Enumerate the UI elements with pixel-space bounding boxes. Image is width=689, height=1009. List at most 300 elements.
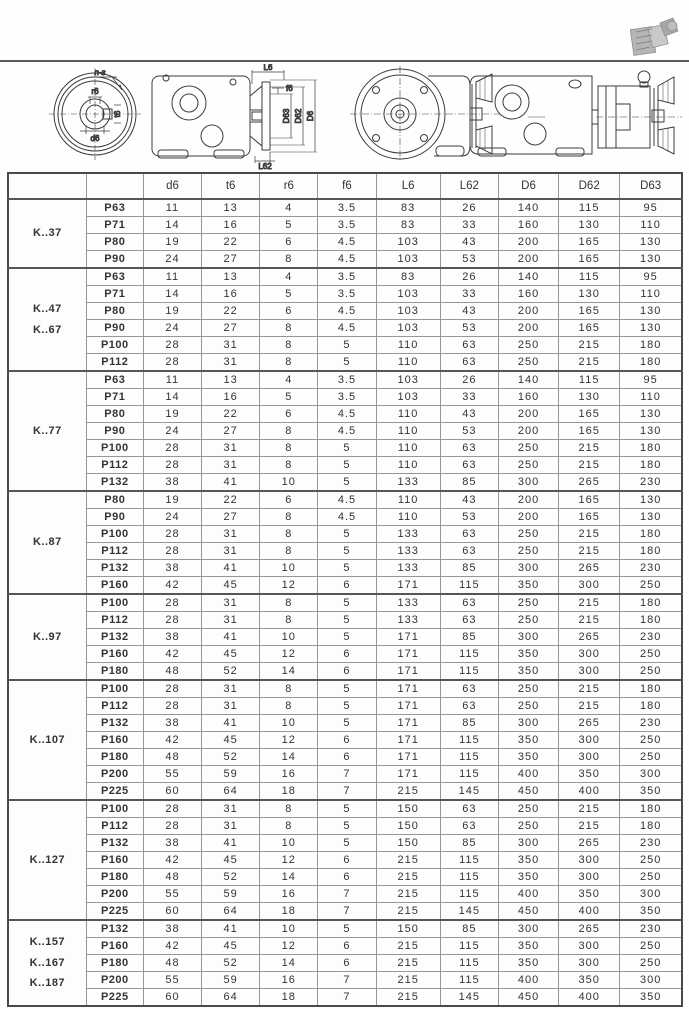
dim-value-cell: 43 (440, 303, 498, 320)
dim-value-cell: 55 (143, 972, 201, 989)
dim-value-cell: 265 (559, 474, 620, 492)
dim-value-cell: 200 (498, 234, 558, 251)
dim-value-cell: 400 (498, 886, 558, 903)
dim-value-cell: 12 (260, 852, 318, 869)
dim-value-cell: 63 (440, 440, 498, 457)
dim-value-cell: 110 (620, 217, 682, 234)
motor-flange-cell: P90 (86, 251, 143, 269)
dim-value-cell: 250 (498, 457, 558, 474)
table-row (8, 903, 682, 921)
dim-value-cell: 180 (620, 543, 682, 560)
dim-value-cell: 48 (143, 955, 201, 972)
dim-value-cell: 6 (318, 938, 376, 955)
dim-value-cell: 63 (440, 680, 498, 698)
dim-value-cell: 180 (620, 612, 682, 629)
dim-value-cell: 215 (559, 526, 620, 543)
dim-value-cell: 33 (440, 286, 498, 303)
dim-value-cell: 8 (260, 526, 318, 543)
dim-value-cell: 4.5 (318, 509, 376, 526)
motor-flange-cell: P80 (86, 491, 143, 509)
dim-value-cell: 350 (498, 577, 558, 595)
dim-value-cell: 5 (318, 543, 376, 560)
dim-value-cell: 24 (143, 423, 201, 440)
dim-value-cell: 130 (620, 320, 682, 337)
dim-value-cell: 60 (143, 989, 201, 1007)
dim-value-cell: 28 (143, 354, 201, 372)
motor-flange-cell: P80 (86, 303, 143, 320)
dim-value-cell: 5 (318, 629, 376, 646)
dim-value-cell: 5 (318, 474, 376, 492)
dim-value-cell: 250 (620, 577, 682, 595)
series-label: K..37 (32, 227, 62, 240)
dim-value-cell: 103 (376, 371, 440, 389)
dim-value-cell: 16 (202, 217, 260, 234)
dim-value-cell: 171 (376, 663, 440, 681)
dim-value-cell: 215 (376, 783, 440, 801)
label-r6: r6 (91, 87, 99, 96)
table-row (8, 680, 682, 698)
dim-value-cell: 171 (376, 749, 440, 766)
dim-value-cell: 8 (260, 423, 318, 440)
dim-value-cell: 230 (620, 715, 682, 732)
dim-value-cell: 103 (376, 234, 440, 251)
dim-value-cell: 115 (440, 732, 498, 749)
motor-flange-cell: P160 (86, 852, 143, 869)
dim-value-cell: 110 (376, 491, 440, 509)
dim-value-cell: 16 (260, 886, 318, 903)
dim-value-cell: 250 (620, 646, 682, 663)
dim-value-cell: 3.5 (318, 389, 376, 406)
dim-value-cell: 16 (202, 389, 260, 406)
dim-value-cell: 400 (498, 972, 558, 989)
motor-flange-cell: P90 (86, 509, 143, 526)
series-label-cell (8, 199, 86, 268)
dim-value-cell: 130 (620, 406, 682, 423)
dim-value-cell: 133 (376, 560, 440, 577)
series-label: K..97 (32, 630, 62, 643)
dim-value-cell: 63 (440, 818, 498, 835)
dim-value-cell: 300 (498, 715, 558, 732)
series-label-cell (8, 268, 86, 371)
table-row (8, 715, 682, 732)
dim-value-cell: 145 (440, 783, 498, 801)
dim-value-cell: 165 (559, 251, 620, 269)
dim-value-cell: 400 (498, 766, 558, 783)
dim-value-cell: 215 (376, 938, 440, 955)
dim-value-cell: 300 (559, 663, 620, 681)
series-label-cell (8, 800, 86, 920)
table-row (8, 732, 682, 749)
dim-value-cell: 115 (440, 938, 498, 955)
table-row (8, 766, 682, 783)
dim-value-cell: 18 (260, 783, 318, 801)
dim-value-cell: 83 (376, 217, 440, 234)
column-header: t6 (202, 173, 260, 199)
dim-value-cell: 230 (620, 560, 682, 577)
dim-value-cell: 4.5 (318, 251, 376, 269)
dim-value-cell: 8 (260, 457, 318, 474)
dim-value-cell: 10 (260, 920, 318, 938)
dim-value-cell: 215 (559, 800, 620, 818)
dim-value-cell: 200 (498, 423, 558, 440)
label-D62: D62 (294, 108, 303, 124)
dim-value-cell: 4.5 (318, 491, 376, 509)
dim-value-cell: 215 (376, 852, 440, 869)
dim-value-cell: 14 (260, 869, 318, 886)
dim-value-cell: 95 (620, 268, 682, 286)
dim-value-cell: 63 (440, 800, 498, 818)
dim-value-cell: 350 (498, 852, 558, 869)
dim-value-cell: 28 (143, 526, 201, 543)
dim-value-cell: 110 (376, 337, 440, 354)
dim-value-cell: 28 (143, 440, 201, 457)
table-row (8, 491, 682, 509)
dim-value-cell: 5 (318, 354, 376, 372)
dim-value-cell: 64 (202, 989, 260, 1007)
dim-value-cell: 250 (620, 869, 682, 886)
dim-value-cell: 130 (620, 303, 682, 320)
dim-value-cell: 133 (376, 543, 440, 560)
dim-value-cell: 115 (440, 869, 498, 886)
dim-value-cell: 180 (620, 800, 682, 818)
dim-value-cell: 250 (498, 526, 558, 543)
label-D6: D6 (306, 110, 315, 122)
dim-value-cell: 6 (318, 852, 376, 869)
table-header (8, 173, 682, 199)
dim-value-cell: 6 (318, 749, 376, 766)
dim-value-cell: 12 (260, 646, 318, 663)
dim-value-cell: 6 (318, 646, 376, 663)
dim-value-cell: 5 (318, 440, 376, 457)
motor-flange-cell: P200 (86, 972, 143, 989)
dim-value-cell: 83 (376, 268, 440, 286)
dim-value-cell: 43 (440, 406, 498, 423)
table-row (8, 457, 682, 474)
label-d6: d6 (90, 134, 100, 143)
dim-value-cell: 33 (440, 389, 498, 406)
dim-value-cell: 41 (202, 835, 260, 852)
dim-value-cell: 350 (498, 749, 558, 766)
dim-value-cell: 250 (620, 955, 682, 972)
dim-value-cell: 38 (143, 920, 201, 938)
dim-value-cell: 24 (143, 251, 201, 269)
dim-value-cell: 115 (440, 766, 498, 783)
dim-value-cell: 43 (440, 491, 498, 509)
dim-value-cell: 103 (376, 389, 440, 406)
dim-value-cell: 52 (202, 955, 260, 972)
dim-value-cell: 7 (318, 903, 376, 921)
dim-value-cell: 130 (559, 217, 620, 234)
dim-value-cell: 115 (440, 646, 498, 663)
dim-value-cell: 41 (202, 560, 260, 577)
dim-value-cell: 350 (559, 766, 620, 783)
motor-flange-cell: P71 (86, 217, 143, 234)
dim-value-cell: 8 (260, 680, 318, 698)
motor-flange-cell: P100 (86, 800, 143, 818)
dim-value-cell: 10 (260, 474, 318, 492)
dim-value-cell: 38 (143, 474, 201, 492)
table-row (8, 629, 682, 646)
dim-value-cell: 6 (318, 732, 376, 749)
motor-flange-cell: P160 (86, 646, 143, 663)
motor-flange-cell: P132 (86, 629, 143, 646)
dim-value-cell: 8 (260, 612, 318, 629)
dim-value-cell: 52 (202, 749, 260, 766)
dim-value-cell: 31 (202, 698, 260, 715)
dim-value-cell: 27 (202, 320, 260, 337)
motor-flange-cell: P80 (86, 234, 143, 251)
dim-value-cell: 3.5 (318, 286, 376, 303)
motor-flange-cell: P180 (86, 749, 143, 766)
dim-value-cell: 180 (620, 818, 682, 835)
table-row (8, 972, 682, 989)
dim-value-cell: 215 (376, 955, 440, 972)
dim-value-cell: 5 (318, 715, 376, 732)
motor-flange-cell: P132 (86, 920, 143, 938)
dim-value-cell: 110 (620, 389, 682, 406)
dim-value-cell: 42 (143, 732, 201, 749)
dim-value-cell: 103 (376, 303, 440, 320)
dim-value-cell: 42 (143, 577, 201, 595)
motor-flange-cell: P160 (86, 938, 143, 955)
dim-value-cell: 300 (620, 972, 682, 989)
dim-value-cell: 28 (143, 543, 201, 560)
dim-value-cell: 160 (498, 286, 558, 303)
dim-value-cell: 41 (202, 629, 260, 646)
dim-value-cell: 10 (260, 715, 318, 732)
dim-value-cell: 52 (202, 663, 260, 681)
dim-value-cell: 350 (620, 783, 682, 801)
dim-value-cell: 4.5 (318, 303, 376, 320)
table-row (8, 217, 682, 234)
dim-value-cell: 4.5 (318, 320, 376, 337)
table-row (8, 646, 682, 663)
motor-flange-cell: P180 (86, 663, 143, 681)
column-header: L62 (440, 173, 498, 199)
series-label-cell (8, 680, 86, 800)
series-label-cell (8, 920, 86, 1006)
dim-value-cell: 5 (318, 594, 376, 612)
dim-value-cell: 31 (202, 818, 260, 835)
motor-flange-cell: P132 (86, 715, 143, 732)
dim-value-cell: 215 (559, 680, 620, 698)
dim-value-cell: 250 (498, 440, 558, 457)
motor-flange-cell: P132 (86, 835, 143, 852)
dim-value-cell: 59 (202, 886, 260, 903)
table-row (8, 612, 682, 629)
motor-flange-cell: P225 (86, 903, 143, 921)
dim-value-cell: 350 (498, 663, 558, 681)
dim-value-cell: 8 (260, 800, 318, 818)
dim-value-cell: 180 (620, 457, 682, 474)
header-divider-line (0, 60, 689, 62)
dim-value-cell: 28 (143, 612, 201, 629)
dim-value-cell: 53 (440, 320, 498, 337)
dim-value-cell: 130 (620, 251, 682, 269)
dim-value-cell: 300 (559, 732, 620, 749)
table-row (8, 389, 682, 406)
motor-flange-cell: P112 (86, 698, 143, 715)
dim-value-cell: 3.5 (318, 268, 376, 286)
dim-value-cell: 215 (376, 903, 440, 921)
dim-value-cell: 31 (202, 440, 260, 457)
dim-value-cell: 250 (498, 698, 558, 715)
dim-value-cell: 250 (620, 732, 682, 749)
series-label: K..87 (32, 536, 62, 549)
dim-value-cell: 38 (143, 560, 201, 577)
series-label: K..77 (32, 424, 62, 437)
dim-value-cell: 265 (559, 715, 620, 732)
dim-value-cell: 48 (143, 869, 201, 886)
dim-value-cell: 4.5 (318, 234, 376, 251)
table-row (8, 474, 682, 492)
dim-value-cell: 28 (143, 337, 201, 354)
dim-value-cell: 42 (143, 646, 201, 663)
column-header: D63 (620, 173, 682, 199)
dim-value-cell: 250 (498, 680, 558, 698)
table-row (8, 886, 682, 903)
motor-flange-cell: P100 (86, 594, 143, 612)
dim-value-cell: 31 (202, 354, 260, 372)
dim-value-cell: 200 (498, 491, 558, 509)
dim-value-cell: 165 (559, 491, 620, 509)
table-row (8, 989, 682, 1007)
dim-value-cell: 7 (318, 972, 376, 989)
dim-value-cell: 63 (440, 337, 498, 354)
motor-flange-cell: P112 (86, 354, 143, 372)
dim-value-cell: 4.5 (318, 423, 376, 440)
dim-value-cell: 8 (260, 354, 318, 372)
motor-flange-cell: P80 (86, 406, 143, 423)
dim-value-cell: 41 (202, 920, 260, 938)
dim-value-cell: 31 (202, 543, 260, 560)
dim-value-cell: 200 (498, 509, 558, 526)
dim-value-cell: 5 (318, 835, 376, 852)
motor-flange-cell: P180 (86, 869, 143, 886)
dim-value-cell: 171 (376, 766, 440, 783)
dim-value-cell: 31 (202, 457, 260, 474)
dim-value-cell: 63 (440, 698, 498, 715)
dim-value-cell: 200 (498, 303, 558, 320)
dim-value-cell: 130 (559, 389, 620, 406)
table-row (8, 337, 682, 354)
dim-value-cell: 250 (498, 594, 558, 612)
dim-value-cell: 14 (143, 389, 201, 406)
dim-value-cell: 3.5 (318, 371, 376, 389)
table-row (8, 577, 682, 595)
label-f6: f6 (286, 84, 293, 93)
dim-value-cell: 215 (376, 989, 440, 1007)
dim-value-cell: 165 (559, 234, 620, 251)
dim-value-cell: 300 (498, 629, 558, 646)
dim-value-cell: 110 (376, 440, 440, 457)
dim-value-cell: 27 (202, 509, 260, 526)
dim-value-cell: 115 (440, 852, 498, 869)
label-t6: t6 (113, 110, 122, 118)
dim-value-cell: 140 (498, 268, 558, 286)
dim-value-cell: 230 (620, 629, 682, 646)
dim-value-cell: 31 (202, 337, 260, 354)
dim-value-cell: 171 (376, 646, 440, 663)
motor-flange-cell: P132 (86, 560, 143, 577)
dim-value-cell: 28 (143, 680, 201, 698)
dim-value-cell: 42 (143, 852, 201, 869)
dim-value-cell: 14 (143, 286, 201, 303)
dim-value-cell: 8 (260, 251, 318, 269)
dim-value-cell: 14 (143, 217, 201, 234)
dim-value-cell: 18 (260, 989, 318, 1007)
dim-value-cell: 22 (202, 303, 260, 320)
dim-value-cell: 19 (143, 303, 201, 320)
dim-value-cell: 215 (376, 972, 440, 989)
table-row (8, 526, 682, 543)
table-row (8, 955, 682, 972)
dim-value-cell: 5 (318, 337, 376, 354)
table-row (8, 371, 682, 389)
dim-value-cell: 45 (202, 732, 260, 749)
dim-value-cell: 133 (376, 474, 440, 492)
dim-value-cell: 7 (318, 783, 376, 801)
dim-value-cell: 11 (143, 371, 201, 389)
dim-value-cell: 450 (498, 783, 558, 801)
label-L62: L62 (258, 162, 272, 170)
drawing-gearbox-motor-side-view (470, 71, 682, 156)
dim-value-cell: 42 (143, 938, 201, 955)
dim-value-cell: 130 (559, 286, 620, 303)
dim-value-cell: 41 (202, 474, 260, 492)
dim-value-cell: 85 (440, 715, 498, 732)
dim-value-cell: 63 (440, 594, 498, 612)
table-row (8, 543, 682, 560)
table-row (8, 698, 682, 715)
dim-value-cell: 28 (143, 800, 201, 818)
table-row (8, 749, 682, 766)
dim-value-cell: 28 (143, 457, 201, 474)
motor-flange-cell: P100 (86, 337, 143, 354)
motor-flange-cell: P71 (86, 286, 143, 303)
dim-value-cell: 350 (620, 989, 682, 1007)
dim-value-cell: 13 (202, 268, 260, 286)
dim-value-cell: 250 (620, 938, 682, 955)
dim-value-cell: 4.5 (318, 406, 376, 423)
dim-value-cell: 250 (498, 818, 558, 835)
table-row (8, 303, 682, 320)
dim-value-cell: 300 (559, 749, 620, 766)
dim-value-cell: 27 (202, 251, 260, 269)
table-row (8, 354, 682, 372)
dim-value-cell: 300 (498, 920, 558, 938)
dim-value-cell: 250 (498, 354, 558, 372)
dimensions-table (7, 172, 683, 1007)
dim-value-cell: 31 (202, 612, 260, 629)
dim-value-cell: 350 (498, 955, 558, 972)
dim-value-cell: 85 (440, 474, 498, 492)
dim-value-cell: 22 (202, 234, 260, 251)
dim-value-cell: 45 (202, 852, 260, 869)
dim-value-cell: 8 (260, 818, 318, 835)
dim-value-cell: 165 (559, 320, 620, 337)
dim-value-cell: 103 (376, 286, 440, 303)
dim-value-cell: 110 (376, 423, 440, 440)
dim-value-cell: 31 (202, 800, 260, 818)
dim-value-cell: 95 (620, 199, 682, 217)
dim-value-cell: 4 (260, 268, 318, 286)
dim-value-cell: 200 (498, 251, 558, 269)
dim-value-cell: 85 (440, 560, 498, 577)
dim-value-cell: 171 (376, 577, 440, 595)
dim-value-cell: 115 (440, 972, 498, 989)
table-row (8, 268, 682, 286)
